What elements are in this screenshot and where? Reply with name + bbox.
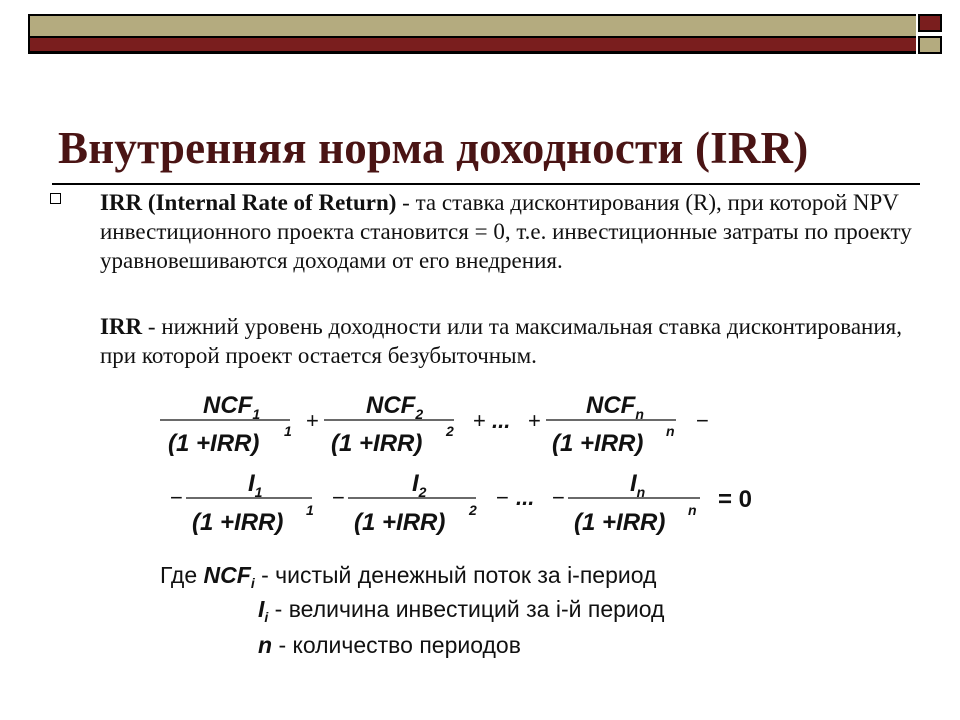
minus-sign: − xyxy=(552,485,565,510)
exponent-n: n xyxy=(666,423,675,439)
equals-zero: = 0 xyxy=(718,486,753,513)
numerator-i-1: $I_1$ xyxy=(248,470,263,500)
symbol-n: n xyxy=(258,632,273,658)
plus-sign: + xyxy=(528,408,541,433)
numerator-ncf-n: $NCF_n$ xyxy=(586,392,644,422)
definition-ncf-text: - чистый денежный поток за i-период xyxy=(254,562,657,588)
plus-sign: + xyxy=(473,408,486,433)
definition-investment xyxy=(258,596,664,625)
definition-investment-text: - величина инвестиций за i-й период xyxy=(268,596,665,622)
minus-sign: − xyxy=(332,485,345,510)
definition-periods-text: - количество периодов xyxy=(272,632,521,658)
denominator-1: (1 +IRR) xyxy=(168,430,260,457)
exponent-2: 2 xyxy=(469,502,477,518)
denominator-1: (1 +IRR) xyxy=(192,509,284,536)
slide-title: Внутренняя норма доходности (IRR) xyxy=(58,123,809,173)
numerator-ncf-2: $NCF_2$ xyxy=(366,392,424,422)
minus-sign: − xyxy=(170,485,183,510)
denominator-2: (1 +IRR) xyxy=(331,430,423,457)
meaning-text: - нижний уровень доходности или та максимальная ставка дисконтирования, при которой проект остается безубыточным. xyxy=(100,314,902,368)
term-irr: IRR xyxy=(100,314,143,339)
symbol-i: I xyxy=(258,596,265,622)
denominator-n: (1 +IRR) xyxy=(552,430,644,457)
exponent-1: 1 xyxy=(284,423,292,439)
numerator-i-n: $I_n$ xyxy=(630,470,646,500)
minus-sign: − xyxy=(696,408,709,433)
denominator-2: (1 +IRR) xyxy=(354,509,446,536)
term-irr-full: IRR (Internal Rate of Return) xyxy=(100,190,397,215)
definition-prefix: Где xyxy=(160,562,204,588)
subscript-i: i xyxy=(250,575,255,591)
symbol-ncf: NCF xyxy=(203,562,251,588)
exponent-1: 1 xyxy=(306,502,314,518)
minus-sign: − xyxy=(496,485,509,510)
subscript-i: i xyxy=(264,609,269,625)
exponent-n: n xyxy=(688,502,697,518)
ellipsis: ... xyxy=(492,408,511,433)
definition-text: - та ставка дисконтирования (R), при которой NPV инвестиционного проекта становится = 0, т.е. инвестиционные затраты по проекту уравновешиваются доходами от его внедрения. xyxy=(100,190,912,273)
numerator-i-2: $I_2$ xyxy=(412,470,427,500)
numerator-ncf-1: $NCF_1$ xyxy=(203,392,261,422)
ellipsis: ... xyxy=(516,485,535,510)
definition-ncf xyxy=(160,562,656,591)
definition-periods xyxy=(258,632,521,659)
exponent-2: 2 xyxy=(446,423,454,439)
denominator-n: (1 +IRR) xyxy=(574,509,666,536)
plus-sign: + xyxy=(306,408,319,433)
